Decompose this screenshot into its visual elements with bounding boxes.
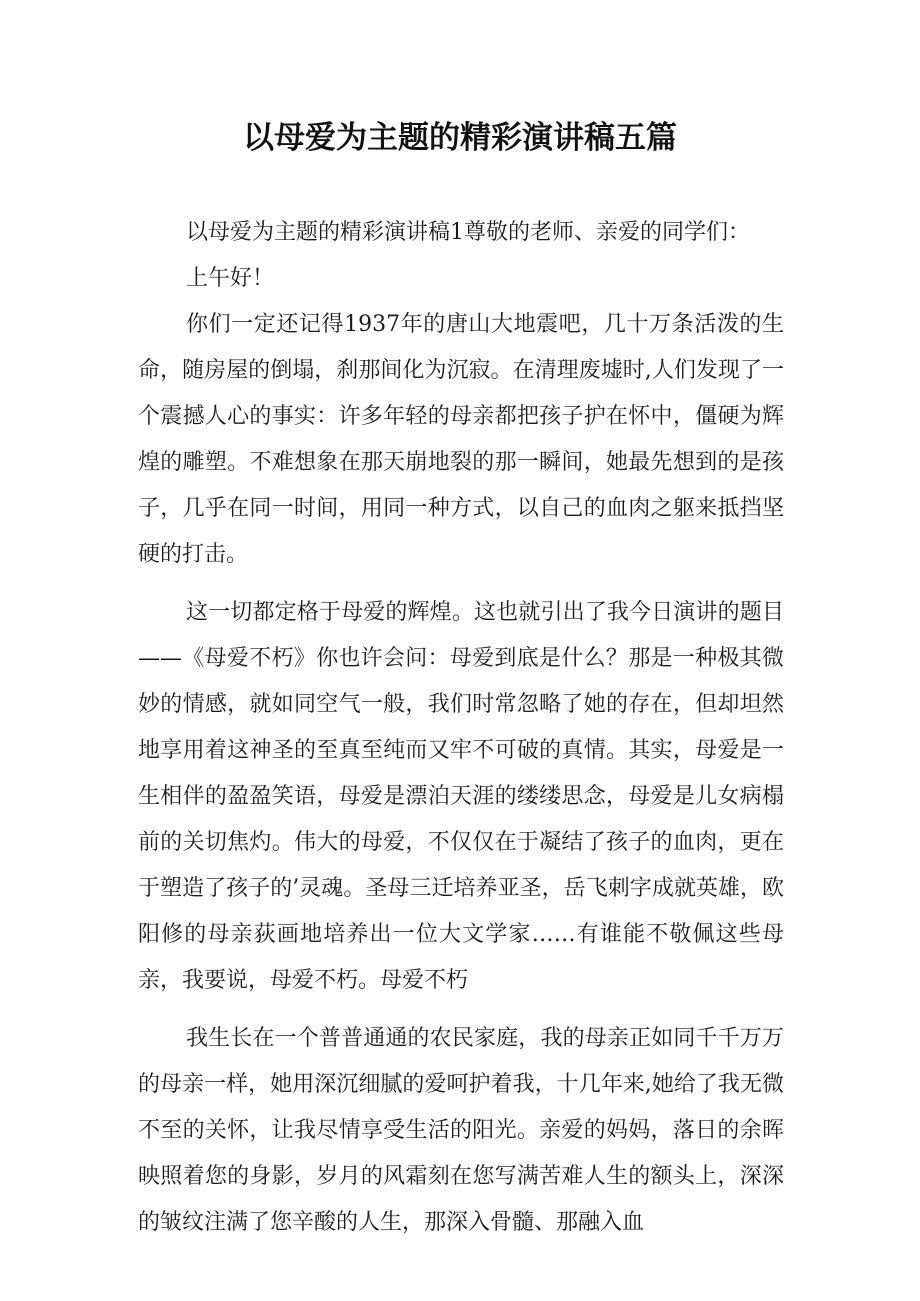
paragraph-earthquake: 你们一定还记得1937年的唐山大地震吧，几十万条活泼的生命，随房屋的倒塌，刹那间化为沉寂。在清理废墟时,人们发现了一个震撼人心的事实：许多年轻的母亲都把孩子护在怀中，僵硬为辉煌的雕塑。不难想象在那天崩地裂的那一瞬间，她最先想到的是孩子，几乎在同一时间，用同一种方式，以自己的血肉之躯来抵挡坚硬的打击。 <box>138 312 784 567</box>
paragraph-greeting: 以母爱为主题的精彩演讲稿1尊敬的老师、亲爱的同学们： <box>186 220 750 245</box>
paragraph-eternal-love: 这一切都定格于母爱的辉煌。这也就引出了我今日演讲的题目——《母爱不朽》你也许会问：母爱到底是什么？那是一种极其微妙的情感，就如同空气一般，我们时常忽略了她的存在，但却坦然地享用着这神圣的至真至纯而又牢不可破的真情。其实，母爱是一生相伴的盈盈笑语，母爱是漂泊天涯的缕缕思念，母爱是儿女病榻前的关切焦灼。伟大的母爱，不仅仅在于凝结了孩子的血肉，更在于塑造了孩子的’灵魂。圣母三迁培养亚圣，岳飞刺字成就英雄，欧阳修的母亲荻画地培养出一位大文学家……有谁能不敬佩这些母亲，我要说，母爱不朽。母爱不朽 <box>138 600 784 993</box>
paragraph-my-mother: 我生长在一个普普通通的农民家庭，我的母亲正如同千千万万的母亲一样，她用深沉细腻的爱呵护着我，十几年来,她给了我无微不至的关怀，让我尽情享受生活的阳光。亲爱的妈妈，落日的余晖映照着您的身影，岁月的风霜刻在您写满苦难人生的额头上，深深的皱纹注满了您辛酸的人生，那深入骨髓、那融入血 <box>138 1026 784 1235</box>
document-title: 以母爱为主题的精彩演讲稿五篇 <box>243 120 677 156</box>
document-body <box>138 210 784 1246</box>
paragraph-good-morning: 上午好！ <box>186 266 275 291</box>
